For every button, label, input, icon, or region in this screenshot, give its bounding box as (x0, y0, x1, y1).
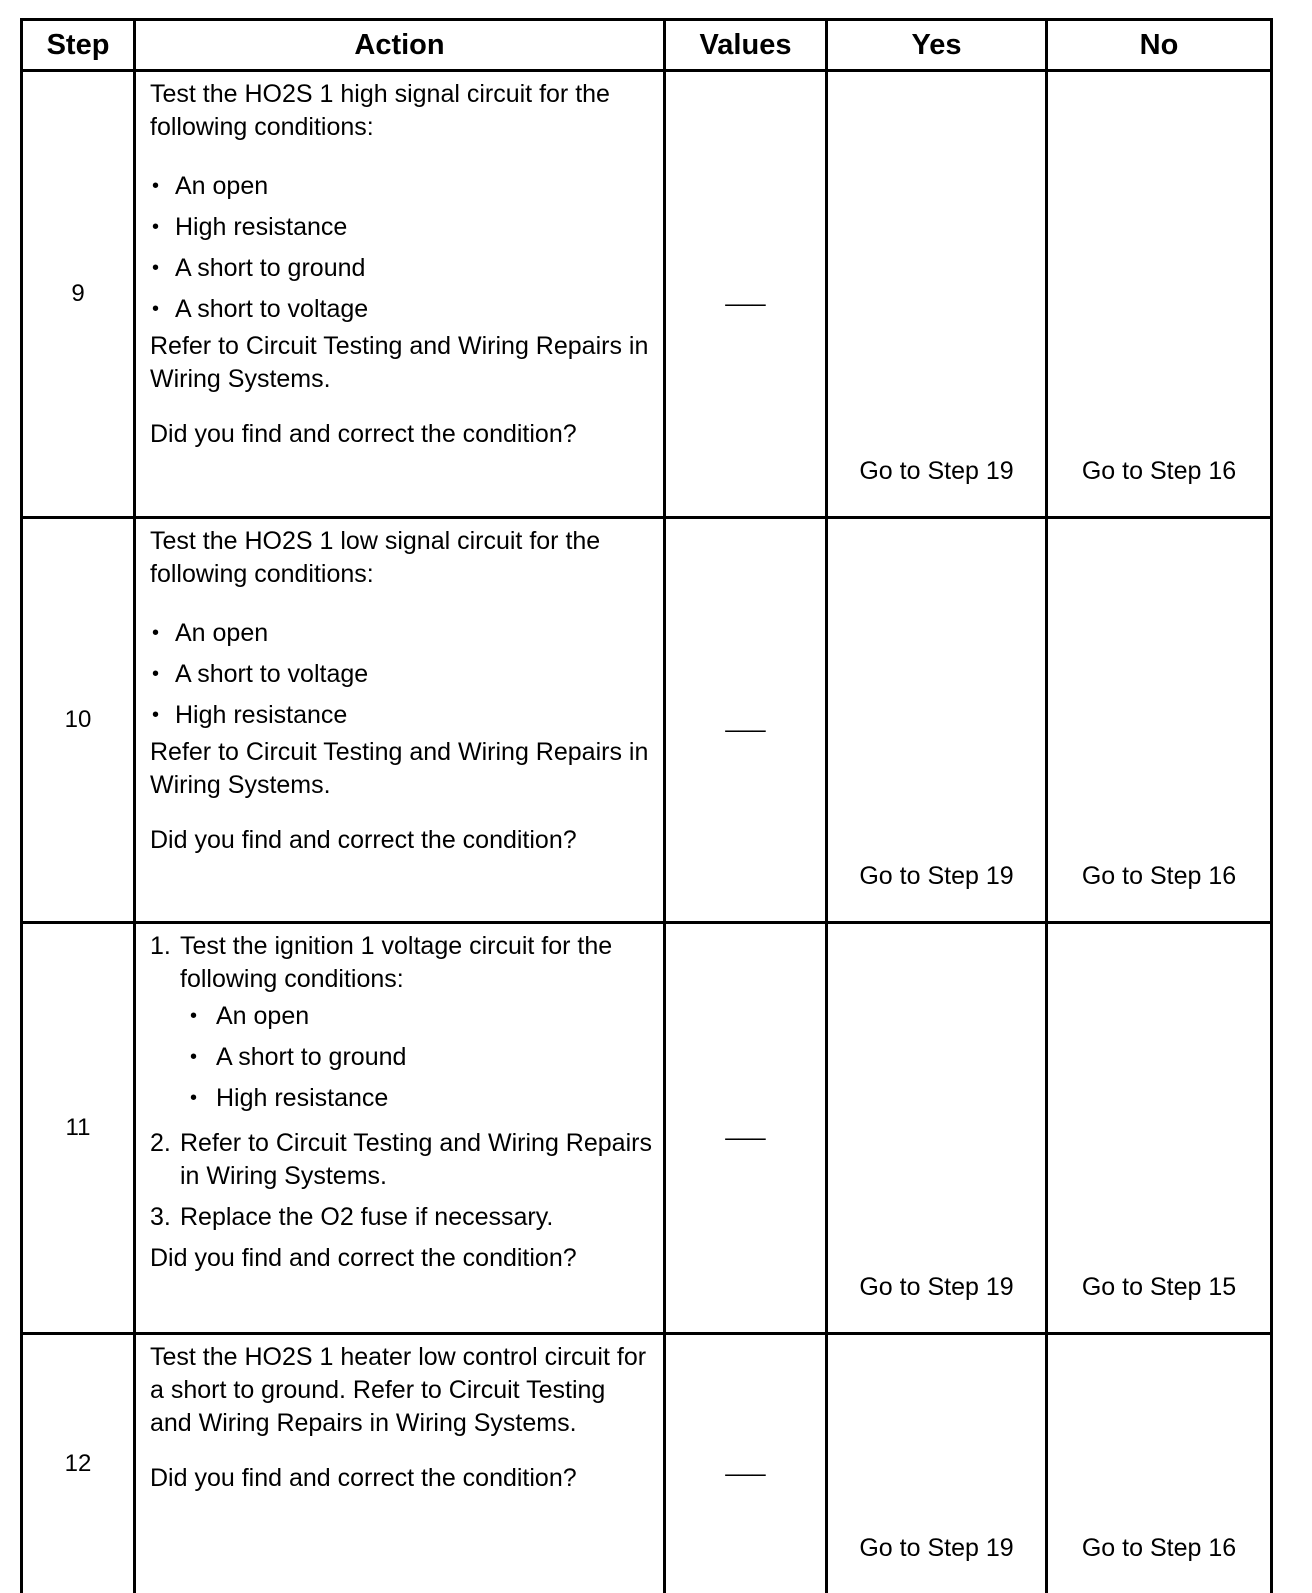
list-item: • High resistance (180, 1078, 653, 1119)
yes-cell (827, 923, 1047, 1334)
header-values: Values (665, 20, 827, 71)
table-row (22, 518, 1272, 923)
yes-result: Go to Step 19 (828, 1273, 1045, 1332)
list-item: • A short to voltage (150, 654, 653, 695)
yes-cell (827, 71, 1047, 518)
action-question: Did you find and correct the condition? (150, 1462, 653, 1495)
numbered-step (150, 1127, 653, 1193)
values-cell: ___ (665, 71, 827, 518)
condition-list (150, 166, 653, 330)
no-result: Go to Step 16 (1048, 457, 1270, 516)
list-item: • A short to ground (150, 248, 653, 289)
header-yes: Yes (827, 20, 1047, 71)
action-cell (135, 923, 665, 1334)
yes-result: Go to Step 19 (828, 862, 1045, 921)
step-index: 1. (150, 930, 171, 963)
values-cell: ___ (665, 923, 827, 1334)
list-item: • A short to voltage (150, 289, 653, 330)
yes-result: Go to Step 19 (828, 1534, 1045, 1593)
action-refer: Refer to Circuit Testing and Wiring Repairs in Wiring Systems. (150, 736, 653, 802)
no-result: Go to Step 16 (1048, 1534, 1270, 1593)
diagnostic-table (20, 18, 1273, 1593)
action-cell (135, 71, 665, 518)
no-result: Go to Step 16 (1048, 862, 1270, 921)
list-item: • High resistance (150, 695, 653, 736)
list-item: • An open (150, 166, 653, 207)
action-cell (135, 1334, 665, 1593)
table-row (22, 71, 1272, 518)
no-cell (1047, 518, 1272, 923)
step-text: Refer to Circuit Testing and Wiring Repairs in Wiring Systems. (180, 1129, 652, 1190)
table-row (22, 923, 1272, 1334)
action-refer: Refer to Circuit Testing and Wiring Repairs in Wiring Systems. (150, 330, 653, 396)
action-question: Did you find and correct the condition? (150, 418, 653, 451)
action-intro: Test the HO2S 1 high signal circuit for the following conditions: (150, 78, 653, 144)
step-index: 3. (150, 1201, 171, 1234)
step-number: 12 (22, 1334, 135, 1593)
yes-cell (827, 518, 1047, 923)
diagnostic-table-container (20, 18, 1270, 1593)
action-intro: Test the HO2S 1 heater low control circuit for a short to ground. Refer to Circuit Testing and Wiring Repairs in Wiring Systems. (150, 1341, 653, 1440)
action-question: Did you find and correct the condition? (150, 824, 653, 857)
condition-list (150, 613, 653, 736)
step-text: Test the ignition 1 voltage circuit for the following conditions: (180, 932, 612, 993)
step-index: 2. (150, 1127, 171, 1160)
values-cell: ___ (665, 1334, 827, 1593)
no-cell (1047, 923, 1272, 1334)
list-item: • An open (150, 613, 653, 654)
step-number: 10 (22, 518, 135, 923)
values-cell: ___ (665, 518, 827, 923)
no-cell (1047, 1334, 1272, 1593)
numbered-step (150, 930, 653, 1119)
numbered-step (150, 1201, 653, 1234)
list-item: • An open (180, 996, 653, 1037)
step-number: 11 (22, 923, 135, 1334)
table-row (22, 1334, 1272, 1593)
no-cell (1047, 71, 1272, 518)
header-no: No (1047, 20, 1272, 71)
list-item: • A short to ground (180, 1037, 653, 1078)
action-intro: Test the HO2S 1 low signal circuit for the following conditions: (150, 525, 653, 591)
action-cell (135, 518, 665, 923)
no-result: Go to Step 15 (1048, 1273, 1270, 1332)
step-number: 9 (22, 71, 135, 518)
yes-result: Go to Step 19 (828, 457, 1045, 516)
action-question: Did you find and correct the condition? (150, 1242, 653, 1275)
list-item: • High resistance (150, 207, 653, 248)
step-text: Replace the O2 fuse if necessary. (180, 1203, 553, 1231)
yes-cell (827, 1334, 1047, 1593)
condition-list (180, 996, 653, 1119)
header-row (22, 20, 1272, 71)
numbered-steps (150, 930, 653, 1234)
header-action: Action (135, 20, 665, 71)
header-step: Step (22, 20, 135, 71)
